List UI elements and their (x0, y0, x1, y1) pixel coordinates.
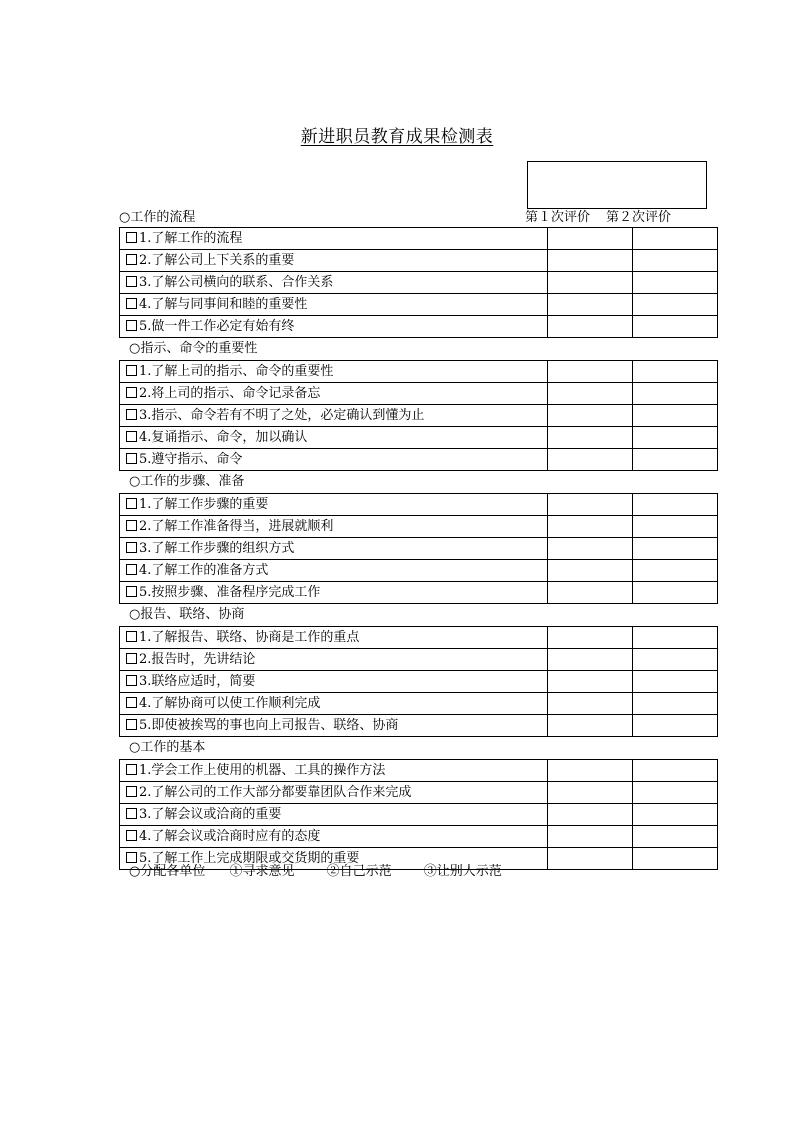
checkbox[interactable] (126, 365, 137, 376)
second-evaluation-cell[interactable] (633, 693, 718, 715)
first-evaluation-cell[interactable] (548, 294, 633, 316)
section-table-steps (119, 493, 718, 604)
item-label: 3.联络应适时，简要 (139, 674, 256, 689)
section-table-workflow (119, 227, 718, 338)
second-evaluation-cell[interactable] (633, 760, 718, 782)
section-table-instructions (119, 360, 718, 471)
section-title-workflow: ○工作的流程 (119, 210, 196, 225)
page-title: 新进职员教育成果检测表 (300, 127, 494, 147)
first-evaluation-cell[interactable] (548, 361, 633, 383)
item-label: 3.指示、命令若有不明了之处，必定确认到懂为止 (139, 408, 425, 423)
item-label: 3.了解会议或洽商的重要 (139, 807, 282, 822)
table-row (120, 316, 718, 338)
second-evaluation-cell[interactable] (633, 494, 718, 516)
first-evaluation-cell[interactable] (548, 228, 633, 250)
checkbox[interactable] (126, 675, 137, 686)
section-table-basics (119, 759, 718, 870)
checkbox[interactable] (126, 764, 137, 775)
approval-stamp-box (527, 161, 707, 209)
table-row (120, 715, 718, 737)
table-row (120, 782, 718, 804)
first-evaluation-cell[interactable] (548, 627, 633, 649)
first-evaluation-cell[interactable] (548, 693, 633, 715)
table-row (120, 294, 718, 316)
item-label: 1.了解工作步骤的重要 (139, 497, 269, 512)
first-evaluation-cell[interactable] (548, 427, 633, 449)
legend-footer (129, 862, 530, 882)
section-title-steps: ○工作的步骤、准备 (129, 474, 245, 489)
first-evaluation-cell[interactable] (548, 826, 633, 848)
evaluation-header (119, 209, 709, 227)
section-title-reporting: ○报告、联络、协商 (129, 607, 245, 622)
first-evaluation-cell[interactable] (548, 494, 633, 516)
second-evaluation-cell[interactable] (633, 848, 718, 870)
table-row (120, 649, 718, 671)
table-row (120, 671, 718, 693)
second-evaluation-cell[interactable] (633, 582, 718, 604)
first-evaluation-cell[interactable] (548, 560, 633, 582)
item-label: 4.了解工作的准备方式 (139, 563, 269, 578)
table-row (120, 516, 718, 538)
first-evaluation-cell[interactable] (548, 272, 633, 294)
section-table-reporting (119, 626, 718, 737)
checkbox[interactable] (126, 808, 137, 819)
checkbox[interactable] (126, 542, 137, 553)
checkbox[interactable] (126, 276, 137, 287)
section-title-instructions: ○指示、命令的重要性 (129, 341, 258, 356)
first-evaluation-cell[interactable] (548, 671, 633, 693)
checkbox[interactable] (126, 254, 137, 265)
item-label: 2.将上司的指示、命令记录备忘 (139, 386, 321, 401)
item-label: 2.了解公司上下关系的重要 (139, 253, 295, 268)
item-label: 5.了解工作上完成期限或交货期的重要 (139, 851, 360, 866)
checkbox[interactable] (126, 520, 137, 531)
legend-label: ○分配各单位 (129, 864, 206, 879)
table-row (120, 494, 718, 516)
checkbox[interactable] (126, 409, 137, 420)
checkbox[interactable] (126, 830, 137, 841)
checkbox[interactable] (126, 586, 137, 597)
second-evaluation-cell[interactable] (633, 405, 718, 427)
legend-option-self-demo: ②自己示范 (326, 864, 392, 879)
item-label: 2.了解公司的工作大部分都要靠团队合作来完成 (139, 785, 412, 800)
first-evaluation-cell[interactable] (548, 316, 633, 338)
first-evaluation-cell[interactable] (548, 538, 633, 560)
second-evaluation-cell[interactable] (633, 427, 718, 449)
checkbox[interactable] (126, 453, 137, 464)
second-evaluation-cell[interactable] (633, 715, 718, 737)
item-label: 4.了解与同事间和睦的重要性 (139, 297, 308, 312)
first-evaluation-cell[interactable] (548, 804, 633, 826)
section-title-basics: ○工作的基本 (129, 740, 206, 755)
second-evaluation-cell[interactable] (633, 782, 718, 804)
second-evaluation-cell[interactable] (633, 671, 718, 693)
first-evaluation-cell[interactable] (548, 516, 633, 538)
checkbox[interactable] (126, 653, 137, 664)
table-row (120, 250, 718, 272)
first-evaluation-cell[interactable] (548, 405, 633, 427)
table-row (120, 582, 718, 604)
first-evaluation-cell[interactable] (548, 848, 633, 870)
item-label: 5.按照步骤、准备程序完成工作 (139, 585, 321, 600)
table-row (120, 449, 718, 471)
table-row (120, 560, 718, 582)
second-evaluation-cell[interactable] (633, 228, 718, 250)
item-label: 4.复诵指示、命令，加以确认 (139, 430, 308, 445)
table-row (120, 804, 718, 826)
second-evaluation-cell[interactable] (633, 826, 718, 848)
item-label: 2.报告时，先讲结论 (139, 652, 256, 667)
table-row (120, 272, 718, 294)
table-row (120, 760, 718, 782)
table-row (120, 405, 718, 427)
item-label: 5.即使被挨骂的事也向上司报告、联络、协商 (139, 718, 399, 733)
item-label: 5.遵守指示、命令 (139, 452, 243, 467)
checkbox[interactable] (126, 697, 137, 708)
checkbox[interactable] (126, 320, 137, 331)
second-evaluation-cell[interactable] (633, 649, 718, 671)
item-label: 4.了解协商可以使工作顺利完成 (139, 696, 321, 711)
second-evaluation-cell[interactable] (633, 516, 718, 538)
first-evaluation-cell[interactable] (548, 582, 633, 604)
first-evaluation-cell[interactable] (548, 250, 633, 272)
second-evaluation-cell[interactable] (633, 627, 718, 649)
legend-option-others-demo: ③让别人示范 (423, 864, 502, 879)
first-evaluation-cell[interactable] (548, 383, 633, 405)
first-evaluation-cell[interactable] (548, 782, 633, 804)
checkbox[interactable] (126, 431, 137, 442)
table-row (120, 693, 718, 715)
second-evaluation-cell[interactable] (633, 560, 718, 582)
item-label: 5.做一件工作必定有始有终 (139, 319, 295, 334)
second-evaluation-cell[interactable] (633, 272, 718, 294)
checkbox[interactable] (126, 631, 137, 642)
second-evaluation-cell[interactable] (633, 538, 718, 560)
table-row (120, 361, 718, 383)
checkbox[interactable] (126, 232, 137, 243)
table-row (120, 538, 718, 560)
table-row (120, 228, 718, 250)
second-evaluation-cell[interactable] (633, 294, 718, 316)
checkbox[interactable] (126, 719, 137, 730)
checkbox[interactable] (126, 786, 137, 797)
second-evaluation-cell[interactable] (633, 361, 718, 383)
item-label: 1.了解报告、联络、协商是工作的重点 (139, 630, 360, 645)
item-label: 2.了解工作准备得当，进展就顺利 (139, 519, 334, 534)
item-label: 1.学会工作上使用的机器、工具的操作方法 (139, 763, 386, 778)
first-evaluation-cell[interactable] (548, 715, 633, 737)
first-evaluation-header: 第１次评价 (525, 210, 591, 225)
first-evaluation-cell[interactable] (548, 760, 633, 782)
second-evaluation-cell[interactable] (633, 383, 718, 405)
first-evaluation-cell[interactable] (548, 449, 633, 471)
checklist-sheet (119, 227, 709, 870)
checkbox[interactable] (126, 564, 137, 575)
table-row (120, 383, 718, 405)
item-label: 3.了解工作步骤的组织方式 (139, 541, 295, 556)
first-evaluation-cell[interactable] (548, 649, 633, 671)
item-label: 1.了解上司的指示、命令的重要性 (139, 364, 334, 379)
table-row (120, 627, 718, 649)
second-evaluation-cell[interactable] (633, 250, 718, 272)
checkbox[interactable] (126, 498, 137, 509)
item-label: 4.了解会议或洽商时应有的态度 (139, 829, 321, 844)
second-evaluation-cell[interactable] (633, 804, 718, 826)
second-evaluation-header: 第２次评价 (606, 210, 672, 225)
item-label: 1.了解工作的流程 (139, 231, 243, 246)
legend-option-seek-opinion: ①寻求意见 (229, 864, 295, 879)
table-row (120, 427, 718, 449)
second-evaluation-cell[interactable] (633, 449, 718, 471)
table-row (120, 826, 718, 848)
checkbox[interactable] (126, 387, 137, 398)
second-evaluation-cell[interactable] (633, 316, 718, 338)
item-label: 3.了解公司横向的联系、合作关系 (139, 275, 334, 290)
checkbox[interactable] (126, 298, 137, 309)
